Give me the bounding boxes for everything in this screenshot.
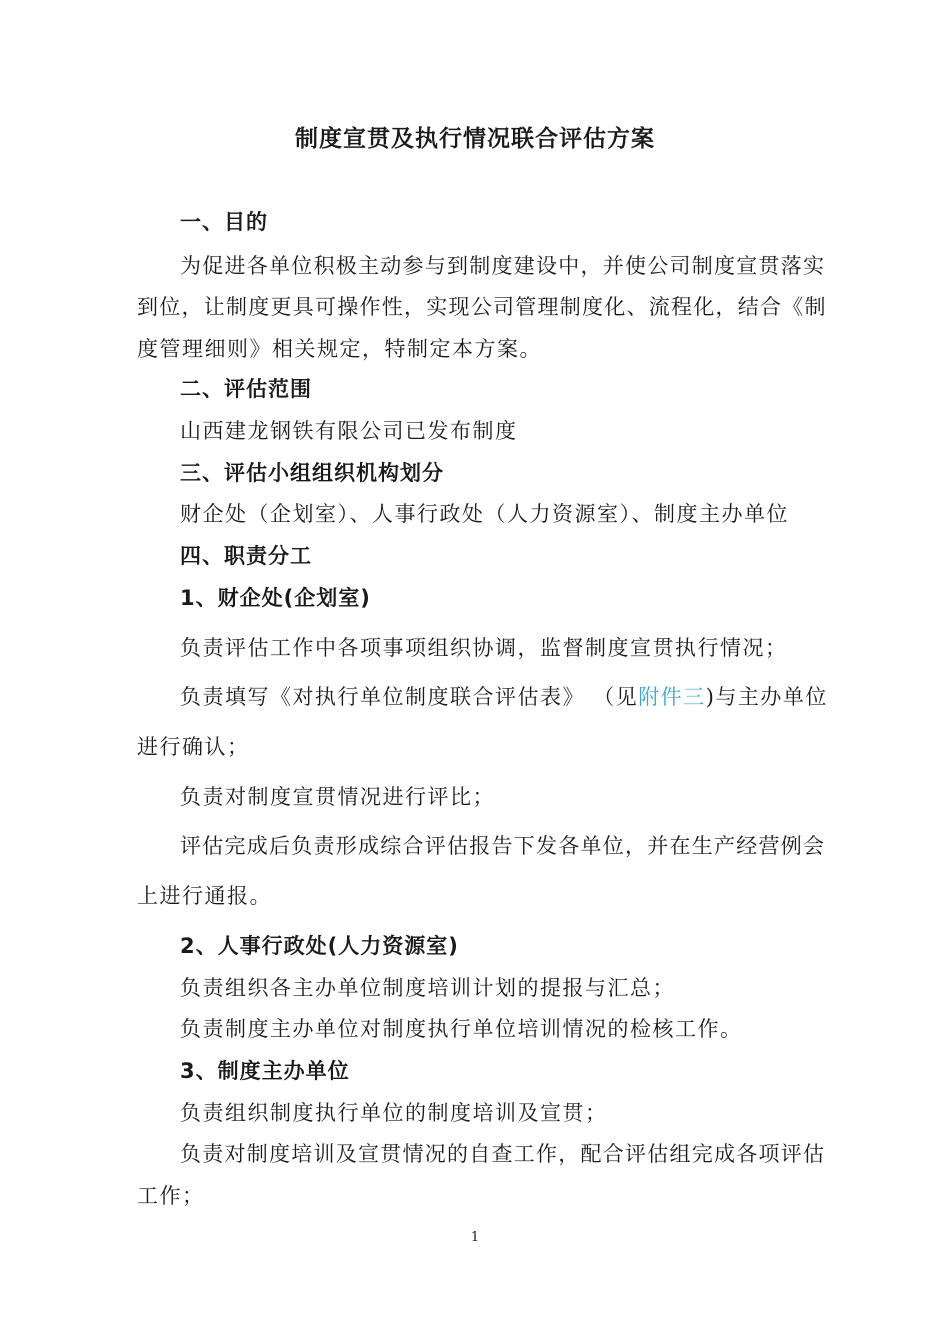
finance-duty-2-text-end: )与主办单位 bbox=[705, 685, 828, 709]
sponsor-duty-2-continued: 工作； bbox=[137, 1184, 205, 1208]
finance-duty-2-text: 负责填写《对执行单位制度联合评估表》 （见 bbox=[180, 685, 639, 709]
scope-text: 山西建龙钢铁有限公司已发布制度 bbox=[180, 419, 518, 443]
finance-duty-2 bbox=[180, 681, 828, 711]
sponsor-duty-2: 负责对制度培训及宣贯情况的自查工作，配合评估组完成各项评估 bbox=[180, 1142, 826, 1166]
sponsor-duty-1: 负责组织制度执行单位的制度培训及宣贯； bbox=[180, 1101, 608, 1125]
subheading-hr: 2、人事行政处(人力资源室) bbox=[180, 934, 459, 958]
section-heading-scope: 二、评估范围 bbox=[180, 377, 312, 401]
appendix-3-link[interactable]: 附件三 bbox=[638, 685, 706, 709]
section-heading-duties: 四、职责分工 bbox=[180, 544, 312, 568]
group-text: 财企处（企划室）、人事行政处（人力资源室）、制度主办单位 bbox=[180, 502, 789, 526]
page-number: 1 bbox=[470, 1230, 480, 1245]
subheading-sponsor: 3、制度主办单位 bbox=[180, 1059, 350, 1083]
hr-duty-2: 负责制度主办单位对制度执行单位培训情况的检核工作。 bbox=[180, 1017, 743, 1041]
finance-duty-4: 评估完成后负责形成综合评估报告下发各单位，并在生产经营例会 bbox=[180, 834, 826, 858]
purpose-text-line-1: 为促进各单位积极主动参与到制度建设中，并使公司制度宣贯落实 bbox=[180, 254, 826, 278]
hr-duty-1: 负责组织各主办单位制度培训计划的提报与汇总； bbox=[180, 976, 675, 1000]
section-heading-purpose: 一、目的 bbox=[180, 210, 268, 234]
finance-duty-4-continued: 上进行通报。 bbox=[137, 884, 272, 908]
subheading-finance: 1、财企处(企划室) bbox=[180, 586, 371, 610]
finance-duty-3: 负责对制度宣贯情况进行评比； bbox=[180, 785, 495, 809]
section-heading-group: 三、评估小组组织机构划分 bbox=[180, 461, 444, 485]
finance-duty-2-continued: 进行确认； bbox=[137, 735, 250, 759]
purpose-text-line-2: 到位，让制度更具可操作性，实现公司管理制度化、流程化，结合《制 bbox=[137, 295, 827, 319]
document-title: 制度宣贯及执行情况联合评估方案 bbox=[295, 126, 655, 152]
purpose-text-line-3: 度管理细则》相关规定，特制定本方案。 bbox=[137, 337, 542, 361]
finance-duty-1: 负责评估工作中各项事项组织协调，监督制度宣贯执行情况； bbox=[180, 636, 788, 660]
